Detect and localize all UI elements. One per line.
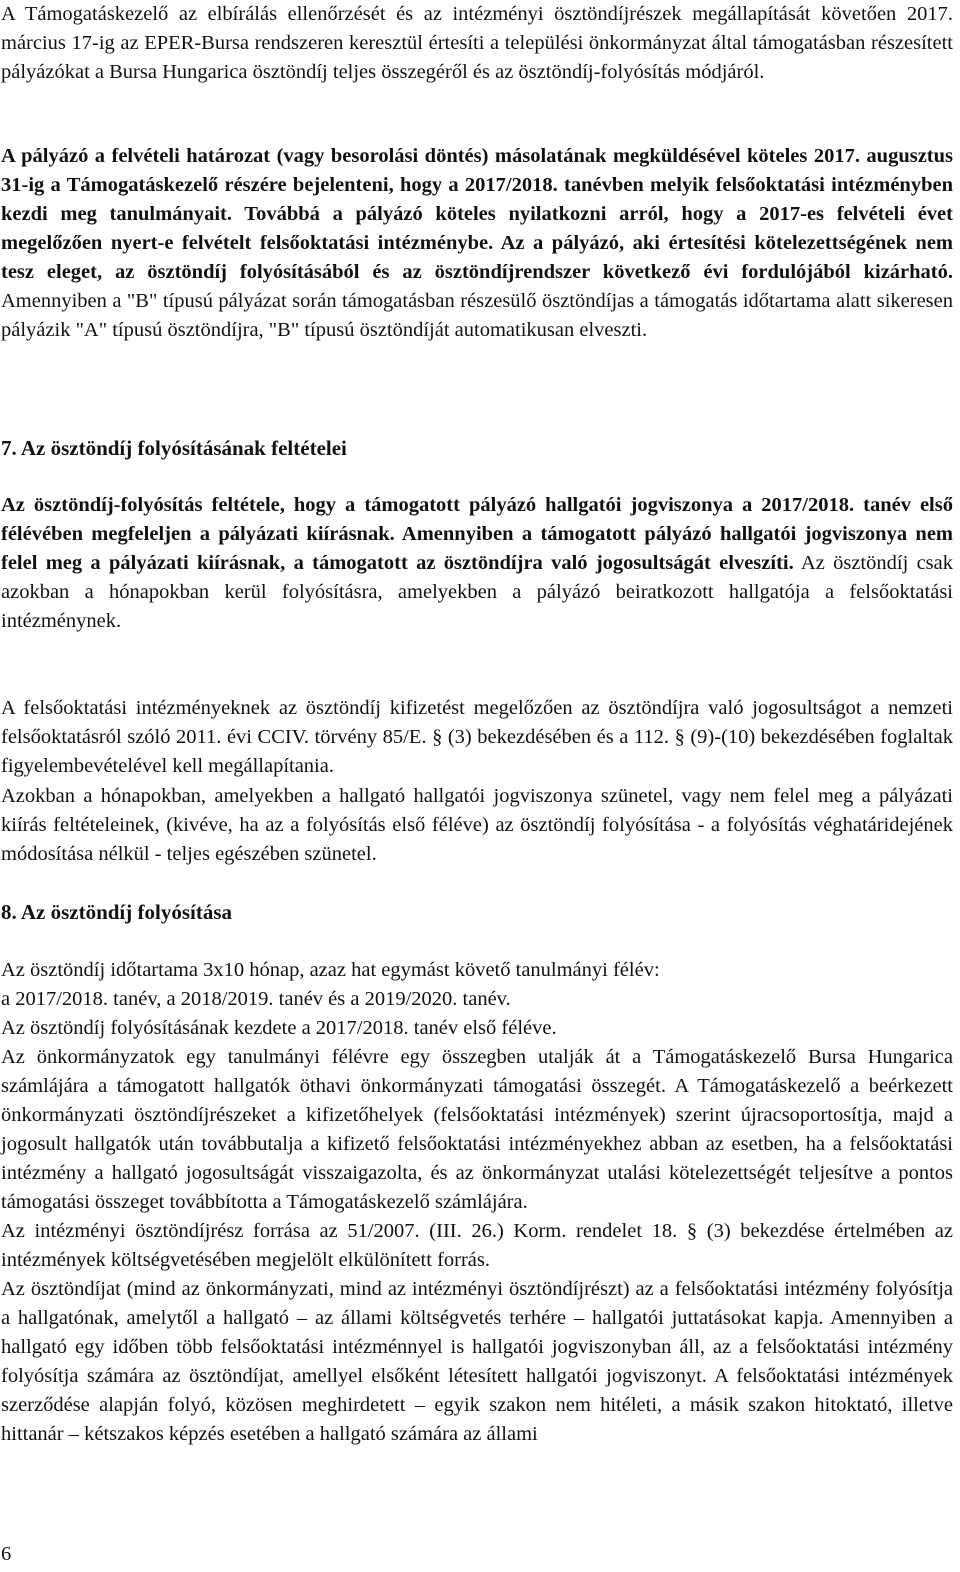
payment-start: Az ösztöndíj folyósításának kezdete a 2017/2018. tanév első féléve. <box>1 1017 557 1039</box>
duration-line-2: a 2017/2018. tanév, a 2018/2019. tanév és a 2019/2020. tanév. <box>1 988 511 1010</box>
paragraph-suspension: Azokban a hónapokban, amelyekben a hallgató hallgatói jogviszonya szünetel, vagy nem felel meg a pályázati kiírás feltételeinek, (kivéve, ha az a folyósítás első féléve) az ösztöndíj folyósítása - a folyósítás véghatáridejének módosítása nélkül - teljes egészében szünetel. <box>1 785 953 865</box>
condition-bold-text: Az ösztöndíj-folyósítás feltétele, hogy a támogatott pályázó hallgatói jogviszonya a 2017/2018. tanév első félévében megfeleljen a pályázati kiírásnak. Amennyiben a támogatott pályázó hallgatói jogviszonya nem felel meg a pályázati kiírásnak, a támogatott az ösztöndíjra való jogosultságát elveszíti. <box>1 494 953 574</box>
section-8-body <box>1 956 953 1449</box>
obligation-bold-text: A pályázó a felvételi határozat (vagy besorolási döntés) másolatának megküldésével köteles 2017. augusztus 31-ig a Támogatáskezelő részére bejelenteni, hogy a 2017/2018. tanévben melyik felsőoktatási intézményben kezdi meg tanulmányait. Továbbá a pályázó köteles nyilatkozni arról, hogy a 2017-es felvételi évet megelőzően nyert-e felvételt felsőoktatási intézménybe. Az a pályázó, aki értesítési kötelezettségének nem tesz eleget, az ösztöndíj folyósításából és az ösztöndíjrendszer következő évi fordulójából kizárható. <box>1 145 953 283</box>
paragraph-municipality: Az önkormányzatok egy tanulmányi félévre egy összegben utalják át a Támogatáskezelő Bursa Hungarica számlájára a támogatott hallgatók öthavi önkormányzati támogatási összegét. A Támogatáskezelő a beérkezett önkormányzati ösztöndíjrészeket a kifizetőhelyek (felsőoktatási intézmények) szerint újracsoportosítja, majd a jogosult hallgatók után továbbutalja a kifizető felsőoktatási intézményekhez abban az esetben, ha a felsőoktatási intézmény a hallgató jogosultságát visszaigazolta, és az önkormányzat utalási kötelezettségét teljesítve a pontos támogatási összeget továbbította a Támogatáskezelő számlájára. <box>1 1046 953 1213</box>
paragraph-payment: Az ösztöndíjat (mind az önkormányzati, mind az intézményi ösztöndíjrészt) az a felsőoktatási intézmény folyósítja a hallgatónak, amelytől a hallgató – az állami költségvetés terhére – hallgatói juttatásokat kapja. Amennyiben a hallgató egy időben több felsőoktatási intézménnyel is hallgatói jogviszonyban áll, az a felsőoktatási intézmény folyósítja számára az ösztöndíjat, amellyel elsőként létesített hallgatói jogviszonyt. A felsőoktatási intézmények szerződése alapján folyó, közösen meghirdetett – egyik szakon nem hitéleti, a másik szakon hitoktató, illetve hittanár – kétszakos képzés esetében a hallgató számára az állami <box>1 1278 953 1445</box>
duration-line-1: Az ösztöndíj időtartama 3x10 hónap, azaz hat egymást követő tanulmányi félév: <box>1 959 660 981</box>
obligation-plain-text: Amennyiben a "B" típusú pályázat során támogatásban részesülő ösztöndíjas a támogatás időtartama alatt sikeresen pályázik "A" típusú ösztöndíjra, "B" típusú ösztöndíját automatikusan elveszti. <box>1 290 953 341</box>
section-7-heading: 7. Az ösztöndíj folyósításának feltételei <box>1 436 347 460</box>
paragraph-conditions <box>1 491 953 636</box>
paragraph-notification: A Támogatáskezelő az elbírálás ellenőrzését és az intézményi ösztöndíjrészek megállapítását követően 2017. március 17-ig az EPER-Bursa rendszeren keresztül értesíti a települési önkormányzat által támogatásban részesített pályázókat a Bursa Hungarica ösztöndíj teljes összegéről és az ösztöndíj-folyósítás módjáról. <box>1 3 953 83</box>
condition-plain-text: Az ösztöndíj csak azokban a hónapokban kerül folyósításra, amelyekben a pályázó beiratkozott hallgatója a felsőoktatási intézménynek. <box>1 552 953 632</box>
page-number: 6 <box>1 1543 12 1565</box>
paragraph-obligation <box>1 142 953 345</box>
section-8-heading: 8. Az ösztöndíj folyósítása <box>1 900 232 924</box>
paragraph-institutions: A felsőoktatási intézményeknek az ösztöndíj kifizetést megelőzően az ösztöndíjra való jogosultságot a nemzeti felsőoktatásról szóló 2011. évi CCIV. törvény 85/E. § (3) bekezdésében és a 112. § (9)-(10) bekezdésében foglaltak figyelembevételével kell megállapítania. <box>1 697 953 777</box>
paragraph-source: Az intézményi ösztöndíjrész forrása az 51/2007. (III. 26.) Korm. rendelet 18. § (3) bekezdése értelmében az intézmények költségvetésében megjelölt elkülönített forrás. <box>1 1220 953 1271</box>
